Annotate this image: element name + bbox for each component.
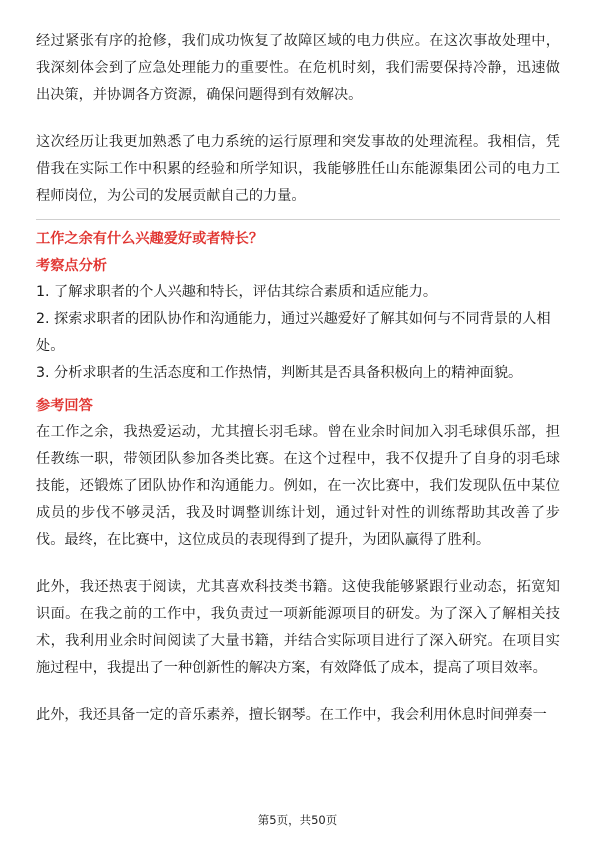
page-footer: 第5页，共50页 [257,813,338,827]
answer-paragraph-1: 在工作之余，我热爱运动，尤其擅长羽毛球。曾在业余时间加入羽毛球俱乐部，担任教练一职，带领团队参加各类比赛。在这个过程中，我不仅提升了自身的羽毛球技能，还锻炼了团队协作和沟通能力。例如，在一次比赛中，我们发现队伍中某位成员的步伐不够灵活，我及时调整训练计划，通过针对性的训练帮助其改善了步伐。最终，在比赛中，这位成员的表现得到了提升，为团队赢得了胜利。 [36,424,560,548]
intro-paragraph-1: 经过紧张有序的抢修，我们成功恢复了故障区域的电力供应。在这次事故处理中，我深刻体会到了应急处理能力的重要性。在危机时刻，我们需要保持冷静，迅速做出决策，并协调各方资源，确保问题得到有效解决。 [36,33,560,103]
answer-paragraph-2: 此外，我还热衷于阅读，尤其喜欢科技类书籍。这使我能够紧跟行业动态，拓宽知识面。在我之前的工作中，我负责过一项新能源项目的研发。为了深入了解相关技术，我利用业余时间阅读了大量书籍，并结合实际项目进行了深入研究。在项目实施过程中，我提出了一种创新性的解决方案，有效降低了成本，提高了项目效率。 [36,579,560,676]
question-heading: 工作之余有什么兴趣爱好或者特长？ [36,231,264,247]
analysis-label: 考察点分析 [36,258,107,274]
answer-paragraph-3: 此外，我还具备一定的音乐素养，擅长钢琴。在工作中，我会利用休息时间弹奏一 [36,707,547,723]
section-divider [36,219,560,220]
document-page [36,28,560,729]
analysis-item-1: 1. 了解求职者的个人兴趣和特长，评估其综合素质和适应能力。 [36,284,438,300]
analysis-item-2: 2. 探索求职者的团队协作和沟通能力，通过兴趣爱好了解其如何与不同背景的人相处。 [36,311,551,354]
analysis-item-3: 3. 分析求职者的生活态度和工作热情，判断其是否具备积极向上的精神面貌。 [36,365,523,381]
intro-paragraph-2: 这次经历让我更加熟悉了电力系统的运行原理和突发事故的处理流程。我相信，凭借我在实际工作中积累的经验和所学知识，我能够胜任山东能源集团公司的电力工程师岗位，为公司的发展贡献自己的力量。 [36,134,560,204]
answer-label: 参考回答 [36,398,93,414]
